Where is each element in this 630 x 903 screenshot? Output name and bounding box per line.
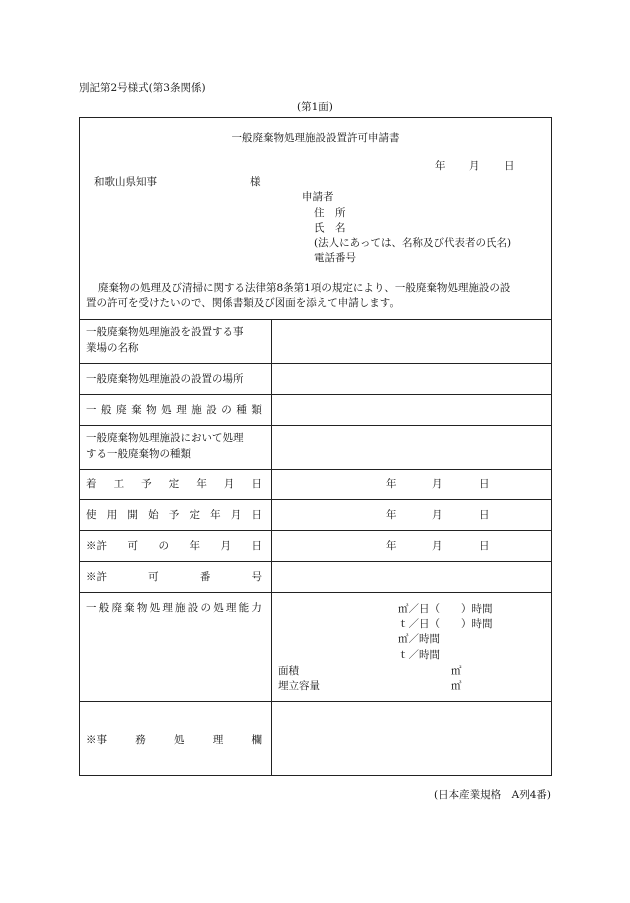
permit-date-label: ※許 可 の 年 月 日 <box>86 540 262 552</box>
location-field[interactable] <box>272 364 552 394</box>
construction-start-label: 着 工 予 定 年 月 日 <box>86 478 262 490</box>
form-title: 一般廃棄物処理施設設置許可申請書 <box>231 132 400 144</box>
capacity-t-per-day-hours: ）時間 <box>461 618 493 630</box>
waste-type-field[interactable] <box>272 426 552 469</box>
applicant-address-label: 住 所 <box>314 207 346 219</box>
row-divider <box>80 592 551 593</box>
applicant-heading: 申請者 <box>302 191 334 203</box>
facility-name-field[interactable] <box>272 320 552 363</box>
date-month-label: 月 <box>469 160 480 172</box>
location-label: 一般廃棄物処理施設の設置の場所 <box>86 373 244 385</box>
facility-name-label: 一般廃棄物処理施設を設置する事 業場の名称 <box>86 326 244 354</box>
application-statement-line2: 置の許可を受けたいので、関係書類及び図面を添えて申請します。 <box>86 297 400 309</box>
honorific: 様 <box>250 176 261 188</box>
application-statement-line1: 廃棄物の処理及び清掃に関する法律第8条第1項の規定により、一般廃棄物処理施設の設 <box>98 282 511 294</box>
applicant-name-label: 氏 名 <box>314 222 346 234</box>
capacity-m3-per-hour: ㎥／時間 <box>398 633 440 645</box>
capacity-t-per-day: ｔ／日（ <box>398 618 440 630</box>
waste-type-label: 一般廃棄物処理施設において処理 する一般廃棄物の種類 <box>86 432 244 460</box>
row-divider <box>80 499 551 500</box>
row-divider <box>80 530 551 531</box>
capacity-m3-per-day-hours: ）時間 <box>461 603 493 615</box>
row-divider <box>80 469 551 470</box>
landfill-capacity-label: 埋立容量 <box>278 680 320 692</box>
capacity-t-per-hour: ｔ／時間 <box>398 649 440 661</box>
facility-type-label: 一 般 廃 棄 物 処 理 施 設 の 種 類 <box>86 404 262 416</box>
permit-number-field[interactable] <box>272 562 552 592</box>
area-unit: ㎡ <box>451 665 462 677</box>
form-reference: 別記第2号様式(第3条関係) <box>79 82 206 94</box>
application-form-table: 一般廃棄物処理施設設置許可申請書 年 月 日 和歌山県知事 様 申請者 住 所 氏 名 (法人にあっては、名称及び代表者の氏名) 電話番号 廃棄物の処理及び清掃に関する法律第8条第1項の規定により、一般廃棄物処理施設の設 置の許可を受けたいので、関係書類及び図面を添えて申請します。 一般廃棄物処理施設を設置する事 業場の名称 一般廃棄物処理施設の設置の場所 一 般 廃 棄 物 処 理 施 設 の 種 類 一般廃棄物処理施設において処理 する一般廃棄物の種類 着 工 予 定 年 月 日 年 月 日 使 用 開 始 予 定 年 月 日 年 月 日 ※許 可 の 年 月 日 年 月 日 ※許 可 番 号 一 般 廃 棄 物 処 理 施 設 の 処 理 能 力 ㎥／日（ ）時間 ｔ／日（ ）時間 ㎥／時間 ｔ／時間 面積 ㎡ 埋立容量 ㎥ ※事 務 処 理 欄 <box>79 117 552 776</box>
addressee: 和歌山県知事 <box>94 176 157 188</box>
date-day-label: 日 <box>504 160 515 172</box>
area-label: 面積 <box>278 665 299 677</box>
capacity-m3-per-day: ㎥／日（ <box>398 603 440 615</box>
use-start-label: 使 用 開 始 予 定 年 月 日 <box>86 509 262 521</box>
office-use-label: ※事 務 処 理 欄 <box>86 734 262 746</box>
landfill-capacity-unit: ㎥ <box>451 680 462 692</box>
date-year-label: 年 <box>435 160 446 172</box>
applicant-phone-label: 電話番号 <box>314 252 356 264</box>
applicant-corporate-note: (法人にあっては、名称及び代表者の氏名) <box>314 237 512 249</box>
processing-capacity-label: 一 般 廃 棄 物 処 理 施 設 の 処 理 能 力 <box>86 602 262 614</box>
office-use-field[interactable] <box>272 702 552 776</box>
paper-size-note: (日本産業規格 A列4番) <box>434 789 551 801</box>
page-label: (第1面) <box>297 101 333 113</box>
permit-number-label: ※許 可 番 号 <box>86 571 262 583</box>
facility-type-field[interactable] <box>272 395 552 425</box>
